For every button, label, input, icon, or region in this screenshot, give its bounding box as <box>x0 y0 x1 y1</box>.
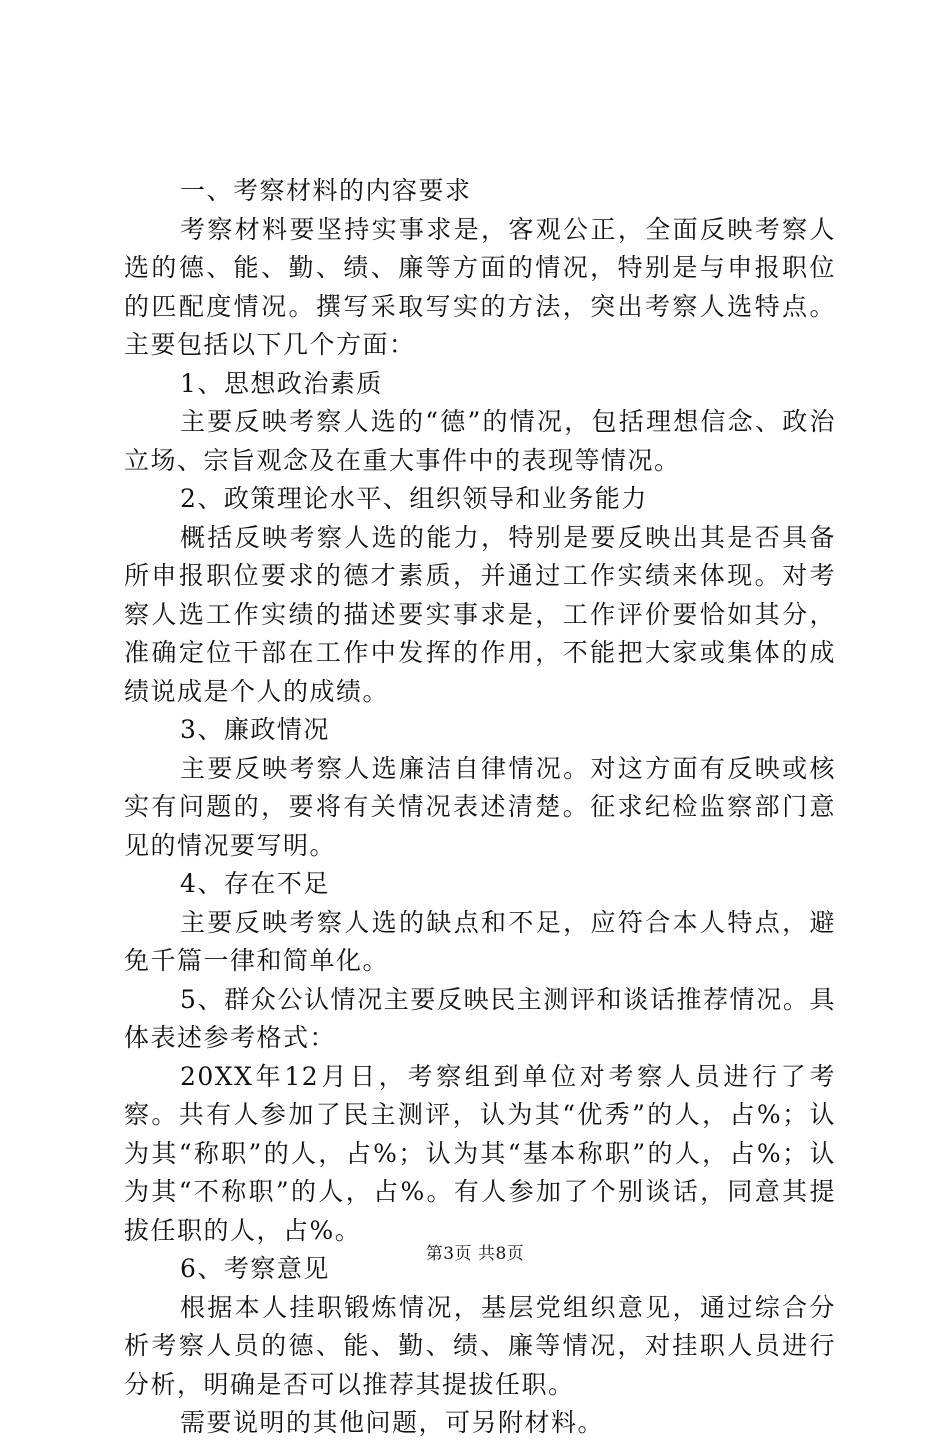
paragraph-political-quality: 主要反映考察人选的“德”的情况，包括理想信念、政治立场、宗旨观念及在重大事件中的表现等情况。 <box>124 407 836 475</box>
item-heading-public-recognition: 5、群众公认情况主要反映民主测评和谈话推荐情况。具体表述参考格式： <box>124 984 836 1052</box>
paragraph-format-example: 20XX年12月日，考察组到单位对考察人员进行了考察。共有人参加了民主测评，认为其“优秀”的人，占%；认为其“称职”的人，占%；认为其“基本称职”的人，占%；认为其“不称职”的人，占%。有人参加了个别谈话，同意其提拔任职的人，占%。 <box>124 1061 836 1245</box>
paragraph-other-notes: 需要说明的其他问题，可另附材料。 <box>180 1408 605 1437</box>
item-heading-opinion: 6、考察意见 <box>180 1254 330 1283</box>
paragraph-intro: 考察材料要坚持实事求是，客观公正，全面反映考察人选的德、能、勤、绩、廉等方面的情况，特别是与申报职位的匹配度情况。撰写采取写实的方法，突出考察人选特点。主要包括以下几个方面： <box>124 214 836 359</box>
item-heading-political-quality: 1、思想政治素质 <box>180 368 383 398</box>
paragraph-opinion: 根据本人挂职锻炼情况，基层党组织意见，通过综合分析考察人员的德、能、勤、绩、廉等情况，对挂职人员进行分析，明确是否可以推荐其提拔任职。 <box>124 1292 836 1399</box>
paragraph-integrity: 主要反映考察人选廉洁自律情况。对这方面有反映或核实有问题的，要将有关情况表述清楚。征求纪检监察部门意见的情况要写明。 <box>124 753 836 860</box>
item-heading-integrity: 3、廉政情况 <box>180 715 330 744</box>
item-heading-ability: 2、政策理论水平、组织领导和业务能力 <box>180 484 648 513</box>
paragraph-shortcomings: 主要反映考察人选的缺点和不足，应符合本人特点，避免千篇一律和简单化。 <box>124 907 836 975</box>
section-heading-requirements: 一、考察材料的内容要求 <box>180 176 472 205</box>
paragraph-ability: 概括反映考察人选的能力，特别是要反映出其是否具备所申报职位要求的德才素质，并通过工作实绩来体现。对考察人选工作实绩的描述要实事求是，工作评价要恰如其分，准确定位干部在工作中发挥的作用，不能把大家或集体的成绩说成是个人的成绩。 <box>124 522 836 706</box>
item-heading-shortcomings: 4、存在不足 <box>180 869 330 898</box>
page-number-footer: 第3页 共8页 <box>425 1244 525 1264</box>
